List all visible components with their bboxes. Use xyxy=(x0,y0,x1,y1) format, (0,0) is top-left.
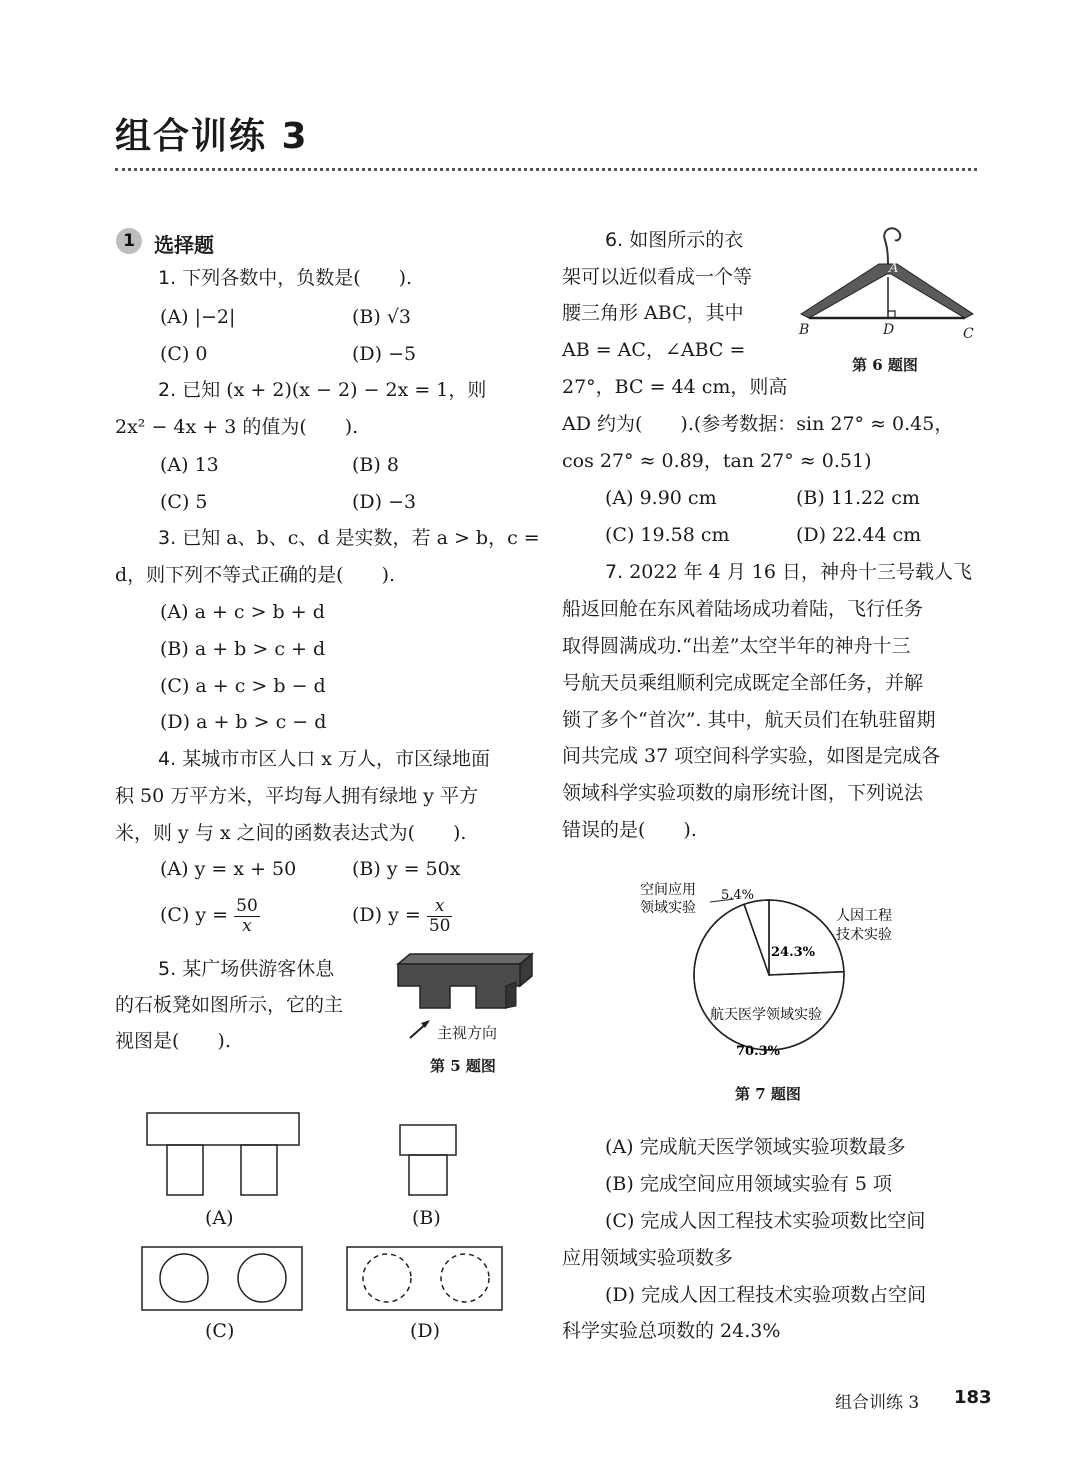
q1-stem-text: 下列各数中，负数是( ). xyxy=(182,267,413,289)
option-c-left-circle xyxy=(160,1254,208,1302)
q7-figure-caption: 第 7 题图 xyxy=(735,1085,801,1103)
q6-option-b: (B) 11.22 cm xyxy=(796,487,920,509)
q4-option-c-prefix: (C) y = xyxy=(160,904,229,927)
q5-option-b-label: (B) xyxy=(412,1207,441,1229)
q1-number: 1. xyxy=(158,267,177,289)
q5-line-2: 的石板凳如图所示，它的主 xyxy=(115,994,344,1016)
q5-option-a-figure xyxy=(140,1108,310,1203)
q7-line-2: 船返回舱在东风着陆场成功着陆，飞行任务 xyxy=(562,598,924,620)
point-b-label: B xyxy=(799,322,810,338)
q2-line-1 xyxy=(158,381,486,400)
pie-label-space-app-line1: 空间应用 xyxy=(640,882,696,898)
q7-line-5: 锁了多个“首次”. 其中，航天员们在轨驻留期 xyxy=(562,709,936,731)
q2-option-b: (B) 8 xyxy=(352,454,399,476)
q6-line-5: 27°，BC = 44 cm，则高 xyxy=(562,376,788,398)
hanger-hook xyxy=(884,228,900,264)
q6-line-1-text: 如图所示的衣 xyxy=(629,229,744,251)
q4-option-c xyxy=(160,897,260,935)
q4-option-b: (B) y = 50x xyxy=(352,858,461,880)
pie-slice-human-factors xyxy=(769,900,844,975)
q1-option-c: (C) 0 xyxy=(160,343,208,365)
q7-number: 7. xyxy=(605,561,624,583)
q3-option-c: (C) a + c > b − d xyxy=(160,675,326,697)
q4-line-2: 积 50 万平方米，平均每人拥有绿地 y 平方 xyxy=(115,785,479,807)
q7-line-8: 错误的是( ). xyxy=(562,819,697,841)
q3-option-d: (D) a + b > c − d xyxy=(160,711,327,733)
pie-pct-space-medicine: 70.3% xyxy=(736,1044,781,1059)
pie-label-space-app-line2: 领域实验 xyxy=(640,900,696,916)
q1-option-a: (A) |−2| xyxy=(160,306,236,328)
option-a-right-leg xyxy=(241,1145,277,1195)
q6-option-c: (C) 19.58 cm xyxy=(605,524,730,546)
pie-label-space-medicine: 航天医学领域实验 xyxy=(710,1007,822,1023)
q4-line-3: 米，则 y 与 x 之间的函数表达式为( ). xyxy=(115,822,467,844)
q7-line-3: 取得圆满成功.“出差”太空半年的神舟十三 xyxy=(562,635,911,657)
q4-number: 4. xyxy=(158,748,177,770)
q5-option-c-label: (C) xyxy=(205,1320,235,1342)
q2-option-a: (A) 13 xyxy=(160,454,219,476)
page-title: 组合训练 3 xyxy=(115,116,309,157)
q4-option-d-numerator: x xyxy=(427,897,453,917)
option-c-right-circle xyxy=(238,1254,286,1302)
q6-line-3: 腰三角形 ABC，其中 xyxy=(562,302,744,324)
q6-line-7: cos 27° ≈ 0.89，tan 27° ≈ 0.51) xyxy=(562,450,872,472)
q1-option-d: (D) −5 xyxy=(352,343,417,365)
q4-line-1-text: 某城市市区人口 x 万人，市区绿地面 xyxy=(182,748,490,770)
q2-line-2: 2x² − 4x + 3 的值为( ). xyxy=(115,416,359,438)
q2-option-d: (D) −3 xyxy=(352,491,417,513)
q4-option-c-fraction xyxy=(234,897,260,935)
q1-stem xyxy=(158,269,412,288)
bench-top-face xyxy=(398,954,532,964)
pie-label-human-factors-line1: 人因工程 xyxy=(836,908,892,924)
q4-line-1 xyxy=(158,750,490,769)
q7-line-4: 号航天员乘组顺利完成既定全部任务，并解 xyxy=(562,672,924,694)
option-d-left-dashed-circle xyxy=(363,1254,411,1302)
q3-number: 3. xyxy=(158,527,177,549)
q6-number: 6. xyxy=(605,229,624,251)
q5-line-1-text: 某广场供游客休息 xyxy=(182,958,335,980)
page-number: 183 xyxy=(954,1387,992,1408)
q4-option-c-numerator: 50 xyxy=(236,896,258,916)
option-a-left-leg xyxy=(167,1145,203,1195)
pie-label-human-factors-line2: 技术实验 xyxy=(836,927,892,943)
option-b-leg xyxy=(409,1155,447,1195)
q6-line-1 xyxy=(605,231,743,250)
q3-option-a: (A) a + c > b + d xyxy=(160,601,325,623)
title-divider xyxy=(115,168,977,171)
q6-line-6: AD 约为( ).(参考数据：sin 27° ≈ 0.45， xyxy=(562,413,954,435)
q6-option-d: (D) 22.44 cm xyxy=(796,524,922,546)
q5-option-a-label: (A) xyxy=(205,1207,234,1229)
hanger-body xyxy=(801,264,973,318)
q4-option-d xyxy=(352,897,452,935)
q4-option-c-denominator: x xyxy=(242,915,252,936)
section-title: 选择题 xyxy=(154,233,214,257)
point-d-label: D xyxy=(883,322,895,338)
q2-number: 2. xyxy=(158,379,177,401)
q5-view-direction-label: 主视方向 xyxy=(437,1024,498,1042)
q3-line-1 xyxy=(158,529,540,548)
q7-pie-chart xyxy=(620,875,920,1075)
q7-option-b: (B) 完成空间应用领域实验有 5 项 xyxy=(605,1173,892,1195)
option-d-right-dashed-circle xyxy=(441,1254,489,1302)
q5-line-3: 视图是( ). xyxy=(115,1030,231,1052)
q6-line-2: 架可以近似看成一个等 xyxy=(562,266,753,288)
q6-line-4: AB = AC，∠ABC = xyxy=(562,339,746,361)
q7-option-d-line-2: 科学实验总项数的 24.3% xyxy=(562,1320,781,1342)
option-a-top-rect xyxy=(147,1113,299,1145)
q2-line-1-text: 已知 (x + 2)(x − 2) − 2x = 1，则 xyxy=(182,379,487,401)
q7-option-a: (A) 完成航天医学领域实验项数最多 xyxy=(605,1136,906,1158)
q1-option-b: (B) √3 xyxy=(352,306,412,328)
q4-option-a: (A) y = x + 50 xyxy=(160,858,297,880)
q3-line-1-text: 已知 a、b、c、d 是实数，若 a > b，c = xyxy=(182,527,540,549)
q4-option-d-denominator: 50 xyxy=(428,915,451,936)
q5-option-d-label: (D) xyxy=(410,1320,441,1342)
q5-figure-caption: 第 5 题图 xyxy=(430,1057,496,1075)
option-d-outer-rect xyxy=(347,1247,502,1310)
q7-option-c-line-1: (C) 完成人因工程技术实验项数比空间 xyxy=(605,1210,926,1232)
q6-option-a: (A) 9.90 cm xyxy=(605,487,717,509)
q4-option-d-fraction xyxy=(427,897,453,935)
option-b-top-rect xyxy=(400,1125,456,1155)
q5-option-b-figure xyxy=(395,1120,465,1200)
q7-line-6: 间共完成 37 项空间科学实验，如图是完成各 xyxy=(562,745,941,767)
q3-option-b: (B) a + b > c + d xyxy=(160,638,326,660)
bench-leg-side xyxy=(506,982,516,1008)
q5-line-1 xyxy=(158,960,334,979)
option-c-outer-rect xyxy=(142,1247,302,1310)
q6-figure-caption: 第 6 题图 xyxy=(852,356,918,374)
q2-option-c: (C) 5 xyxy=(160,491,208,513)
footer-section-label: 组合训练 3 xyxy=(835,1393,920,1413)
pie-pct-space-app: 5.4% xyxy=(721,888,755,903)
pie-pct-human-factors: 24.3% xyxy=(771,945,816,960)
q5-option-d-figure xyxy=(343,1243,508,1315)
q5-option-c-figure xyxy=(138,1243,308,1315)
q7-line-7: 领域科学实验项数的扇形统计图，下列说法 xyxy=(562,782,924,804)
point-c-label: C xyxy=(963,326,974,342)
bench-front-face xyxy=(398,964,520,1008)
q7-line-1-text: 2022 年 4 月 16 日，神舟十三号载人飞 xyxy=(629,561,973,583)
q7-option-d-line-1: (D) 完成人因工程技术实验项数占空间 xyxy=(605,1284,927,1306)
q5-number: 5. xyxy=(158,958,177,980)
section-number-badge: 1 xyxy=(116,228,142,254)
q7-option-c-line-2: 应用领域实验项数多 xyxy=(562,1247,734,1269)
q4-option-d-prefix: (D) y = xyxy=(352,904,421,927)
q7-line-1 xyxy=(605,563,972,582)
q3-line-2: d，则下列不等式正确的是( ). xyxy=(115,564,396,586)
q6-hanger-figure xyxy=(795,222,980,347)
point-a-label: A xyxy=(889,261,899,276)
